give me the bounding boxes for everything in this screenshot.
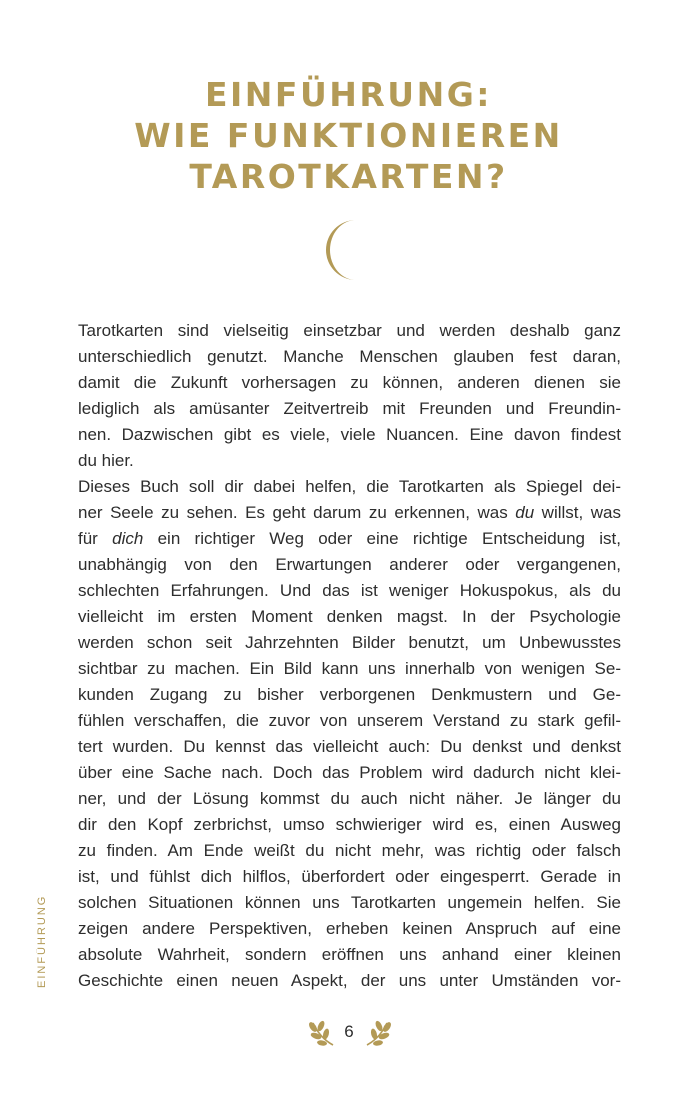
chapter-title-line: EINFÜHRUNG: [204,75,492,114]
text-line [78,344,621,370]
text-segment: Dieses Buch soll dir dabei helfen, die Tarotkarten als Spiegel dei- [78,477,621,496]
text-segment: lediglich als amüsanter Zeitvertreib mit Freunden und Freundin- [78,399,621,418]
text-segment: sichtbar zu machen. Ein Bild kann uns innerhalb von wenigen Se- [78,659,621,678]
chapter-side-label: EINFÜHRUNG [36,894,48,988]
text-segment: absolute Wahrheit, sondern eröffnen uns anhand einer kleinen [78,945,621,964]
text-line [78,890,621,916]
text-line [78,682,621,708]
text-segment: Tarotkarten sind vielseitig einsetzbar und werden deshalb ganz [78,321,621,340]
text-line [78,448,621,474]
text-line [78,942,621,968]
text-line [78,786,621,812]
text-line [78,318,621,344]
text-line [78,734,621,760]
text-segment: zu finden. Am Ende weißt du nicht mehr, was richtig oder falsch [78,841,621,860]
emphasis-text: du [515,503,535,522]
text-line [78,656,621,682]
text-line [78,552,621,578]
text-line [78,760,621,786]
text-segment: über eine Sache nach. Doch das Problem wird dadurch nicht klei- [78,763,621,782]
text-line [78,630,621,656]
text-line [78,916,621,942]
chapter-title-line: TAROTKARTEN? [189,157,508,196]
text-segment: solchen Situationen können uns Tarotkarten ungemein helfen. Sie [78,893,621,912]
text-line [78,422,621,448]
crescent-moon-icon [326,218,370,282]
text-segment: Geschichte einen neuen Aspekt, der uns unter Umständen vor- [78,971,621,990]
text-line [78,968,621,994]
text-segment: nen. Dazwischen gibt es viele, viele Nuancen. Eine davon findest [78,425,621,444]
text-line [78,370,621,396]
body-text [78,318,621,994]
laurel-left-icon [306,1018,336,1048]
text-segment: vielleicht im ersten Moment denken magst. In der Psychologie [78,607,621,626]
page-number: 6 [344,1022,354,1041]
text-line [78,396,621,422]
text-segment: ner, und der Lösung kommst du auch nicht näher. Je länger du [78,789,621,808]
text-segment: ner Seele zu sehen. Es geht darum zu erkennen, was [78,503,516,522]
chapter-title-line: WIE FUNKTIONIEREN [134,116,563,155]
text-segment: dir den Kopf zerbrichst, umso schwieriger wird es, einen Ausweg [78,815,621,834]
text-line [78,838,621,864]
laurel-right-icon [364,1018,394,1048]
text-segment: ein richtiger Weg oder eine richtige Entscheidung ist, [143,529,622,548]
text-line [78,578,621,604]
text-line [78,812,621,838]
text-segment: schlechten Erfahrungen. Und das ist weniger Hokuspokus, als du [78,581,621,600]
text-line [78,526,621,552]
text-segment: willst, was [534,503,621,522]
text-segment: unterschiedlich genutzt. Manche Menschen glauben fest daran, [78,347,621,366]
text-segment: tert wurden. Du kennst das vielleicht auch: Du denkst und denkst [78,737,621,756]
text-segment: für [78,529,113,548]
text-line [78,500,621,526]
text-segment: unabhängig von den Erwartungen anderer oder vergangenen, [78,555,621,574]
text-segment: ist, und fühlst dich hilflos, überfordert oder eingesperrt. Gerade in [78,867,621,886]
page-footer [0,1016,697,1050]
text-segment: zeigen andere Perspektiven, erheben keinen Anspruch auf eine [78,919,621,938]
text-segment: damit die Zukunft vorhersagen zu können, anderen dienen sie [78,373,621,392]
text-segment: kunden Zugang zu bisher verborgenen Denkmustern und Ge- [78,685,621,704]
text-line [78,474,621,500]
text-segment: fühlen verschaffen, die zuvor von unserem Verstand zu stark gefil- [78,711,621,730]
text-segment: du hier. [78,451,134,470]
chapter-title [0,74,697,197]
text-line [78,864,621,890]
text-line [78,708,621,734]
text-segment: werden schon seit Jahrzehnten Bilder benutzt, um Unbewusstes [78,633,621,652]
emphasis-text: dich [112,529,144,548]
text-line [78,604,621,630]
